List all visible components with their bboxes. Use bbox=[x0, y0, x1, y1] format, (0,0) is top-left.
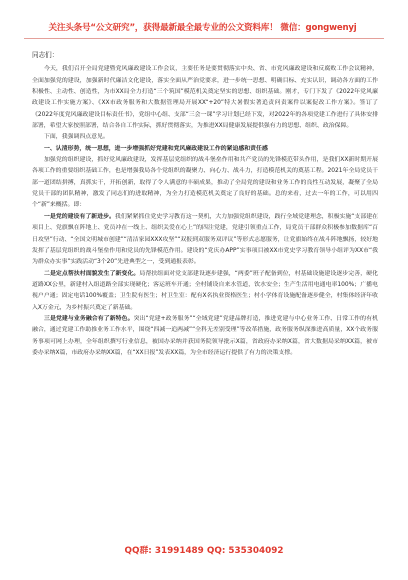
header-banner-text: 关注头条号“公文研究”，获得最新最全最专业的公文资料库！ 微信：gongwenyj bbox=[48, 23, 357, 33]
header-divider bbox=[24, 38, 384, 39]
highlight-lead: 一是党的建设有了新进步。 bbox=[44, 213, 115, 220]
highlight-paragraph bbox=[32, 269, 378, 314]
highlight-paragraph bbox=[32, 314, 378, 359]
intro-paragraph: 下面，我强调四点意见。 bbox=[44, 134, 109, 141]
highlight-lead: 三是党建与业务融合有了新特色。 bbox=[44, 315, 134, 322]
highlight-paragraph bbox=[32, 212, 378, 269]
highlight-text: 局帮扶组面对党支部建设逐步建强，“两委”班子配备到位，村基础设施建设逐步完善，硬化道路XX公里，新建村入组道路全部实现硬化；客运班车开通；全村铺设自来水管道，饮水安全；生产生活用电通电率100%；广播电视户户通；固定电话100%覆盖；卫生院有医生；村卫生室：配有X名执业资格医生；村小学体育设施配备逐步健全，村集体经济年收入X万金元，为乡村振兴奠定了新基础。 bbox=[32, 270, 378, 311]
header-banner bbox=[0, 4, 408, 46]
salutation: 同志们： bbox=[32, 51, 59, 59]
highlight-text: 突出“党建+政务服务”“全域党建”党建品牌打造，推进党建与中心业务工作、日常工作的有机融合，通过党建工作助推业务工作水平，围绕“四减一追两减”“全科无差别受理”等改革措施，政务服务纵深推进高质量，XX个政务服务事项可网上办理，全年组织撰写行业信息，被国办采纳并获国务院领导批示X篇，省政府办采纳X篇，省大数据局采纳XX篇，被市委办采纳X篇，市政府办采纳XX篇，在“XX日报”发表XX篇，为全市经济运行提供了有力的决策支撑。 bbox=[32, 315, 378, 356]
highlight-lead: 二是定点帮扶村面貌发生了新变化。 bbox=[44, 270, 140, 277]
section-heading: 一、认清形势，统一思想，进一步增强抓好党建和党风廉政建设工作的紧迫感和责任感 bbox=[44, 145, 268, 152]
highlight-text: 我们紧紧抓住党史学习教育这一契机，大力加强党组织建设，践行全域党建理念，积极实施“支部建在项目上、党旗飘在阵地上、党员冲在一线上、组织关爱在心上”的四注党建，党建引领重点工作，局党员干部群众积极参加数据库“百日攻坚”行动、“全国文明城市创建”“清洁家园XXX攻坚”“双报到双服务双评议”等形式志愿服务，让党旗始终在战斗阵地飘扬，较好地发挥了基层党组织的战斗堡垒作用和党员的先锋模范作用。建设的“党庆办APP”实事项目被XX市党史学习教育领导小组评为XX市“我为群众办实事”实践活动“3个20”先进典型之一，受到通报表彰。 bbox=[32, 213, 378, 266]
document-body bbox=[32, 48, 378, 536]
intro-paragraph: 今天，我们召开全局党建暨党风廉政建设工作会议，主要任务是要贯彻落实中央、省、市党风廉政建设和反腐败工作会议精神，全面加强党的建设，加强新时代廉洁文化建设，落实全面从严治党要求，进一步统一思想、明确目标、充实认识，调动各方面的工作积极性、主动性、创造性，为市XX局全力打造“三个筑国”模范机关奠定坚实的思想、组织基础。刚才，专门下发了《2022年党风廉政建设工作实施方案》、《XX市政务服务和大数据管理局开展XX“+20”特大暑假实著追责问责案件以案促改工作方案》。签订了《2022年度党风廉政建设目标责任书》，党组中心组、支部“三会一课”学习计划已经下发，对2022年的各项党建工作进行了具体安排部署，希望大家按照部署，结合各自工作实际，抓好贯彻落实，为推进XX局健康发展提供强有力的思想、组织、政治保障。 bbox=[32, 66, 378, 130]
footer-contact-text: QQ群: 31991489 QQ: 535304092 bbox=[124, 546, 284, 556]
section-paragraph: 加强党的组织建设，抓好党风廉政建设，发挥基层党组织的战斗堡垒作用和共产党员的先锋模范带头作用，是我们XX新时期开展各项工作的重要组织基础工作，也是增强我局各个党组织的凝聚力、向心力、战斗力，打造模范机关的奠基工程。2021年全局党员干部一道团结拼搏，真抓实干，开拓创新，取得了令人满意的丰硕成果，推动了全局党的建设和业务工作的良性互动发展，凝聚了全局党员干部的团队精神，激发了同志们的进取精神，为全力打造模范机关奠定了良好的基础。总的来看，过去一年的工作，可以用四个“新”来概括。即： bbox=[32, 157, 378, 209]
footer-banner bbox=[0, 540, 408, 560]
